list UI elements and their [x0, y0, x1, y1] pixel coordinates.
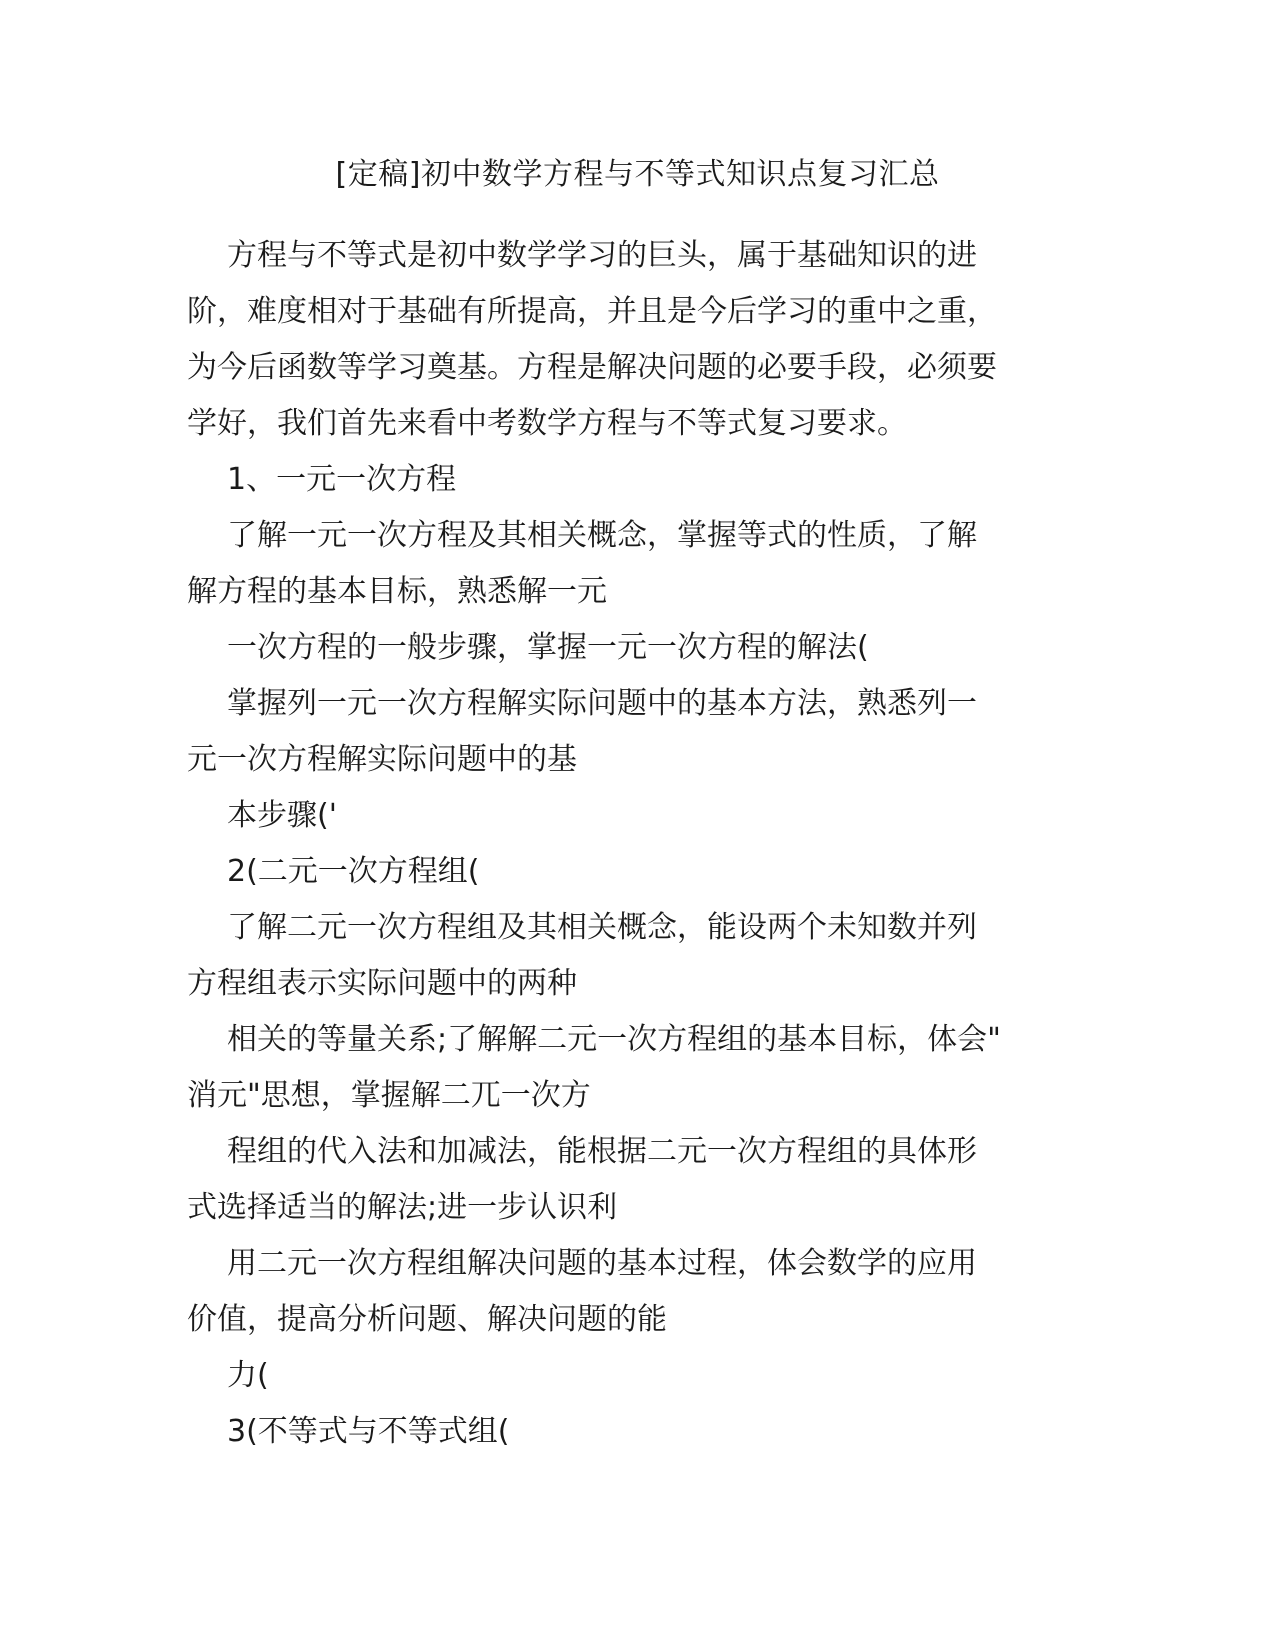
document-body: [187, 228, 1077, 1460]
section-heading: 1、一元一次方程: [227, 462, 457, 497]
text-line: 本步骤(': [227, 798, 337, 833]
text-line: 方程与不等式是初中数学学习的巨头，属于基础知识的进: [227, 238, 977, 273]
text-line: 式选择适当的解法;进一步认识利: [187, 1190, 618, 1225]
text-line: 程组的代入法和加减法，能根据二元一次方程组的具体形: [227, 1134, 977, 1169]
text-line: 一次方程的一般步骤，掌握一元一次方程的解法(: [227, 630, 869, 665]
text-line: 力(: [227, 1358, 269, 1393]
text-line: 了解一元一次方程及其相关概念，掌握等式的性质，了解: [227, 518, 977, 553]
text-line: 了解二元一次方程组及其相关概念，能设两个未知数并列: [227, 910, 977, 945]
text-line: 掌握列一元一次方程解实际问题中的基本方法，熟悉列一: [227, 686, 977, 721]
text-line: 价值，提高分析问题、解决问题的能: [187, 1302, 667, 1337]
text-line: 阶，难度相对于基础有所提高，并且是今后学习的重中之重，: [187, 294, 997, 329]
text-line: 解方程的基本目标，熟悉解一元: [187, 574, 607, 609]
text-line: 消元"思想，掌握解二兀一次方: [187, 1078, 591, 1113]
text-line: 相关的等量关系;了解解二元一次方程组的基本目标，体会": [227, 1022, 1001, 1057]
section-heading: 3(不等式与不等式组(: [227, 1414, 510, 1449]
text-line: 元一次方程解实际问题中的基: [187, 742, 577, 777]
document-title: [定稿]初中数学方程与不等式知识点复习汇总: [335, 157, 940, 192]
section-heading: 2(二元一次方程组(: [227, 854, 480, 889]
text-line: 用二元一次方程组解决问题的基本过程，体会数学的应用: [227, 1246, 977, 1281]
text-line: 方程组表示实际问题中的两种: [187, 966, 577, 1001]
text-line: 学好，我们首先来看中考数学方程与不等式复习要求。: [187, 406, 907, 441]
text-line: 为今后函数等学习奠基。方程是解决问题的必要手段，必须要: [187, 350, 997, 385]
